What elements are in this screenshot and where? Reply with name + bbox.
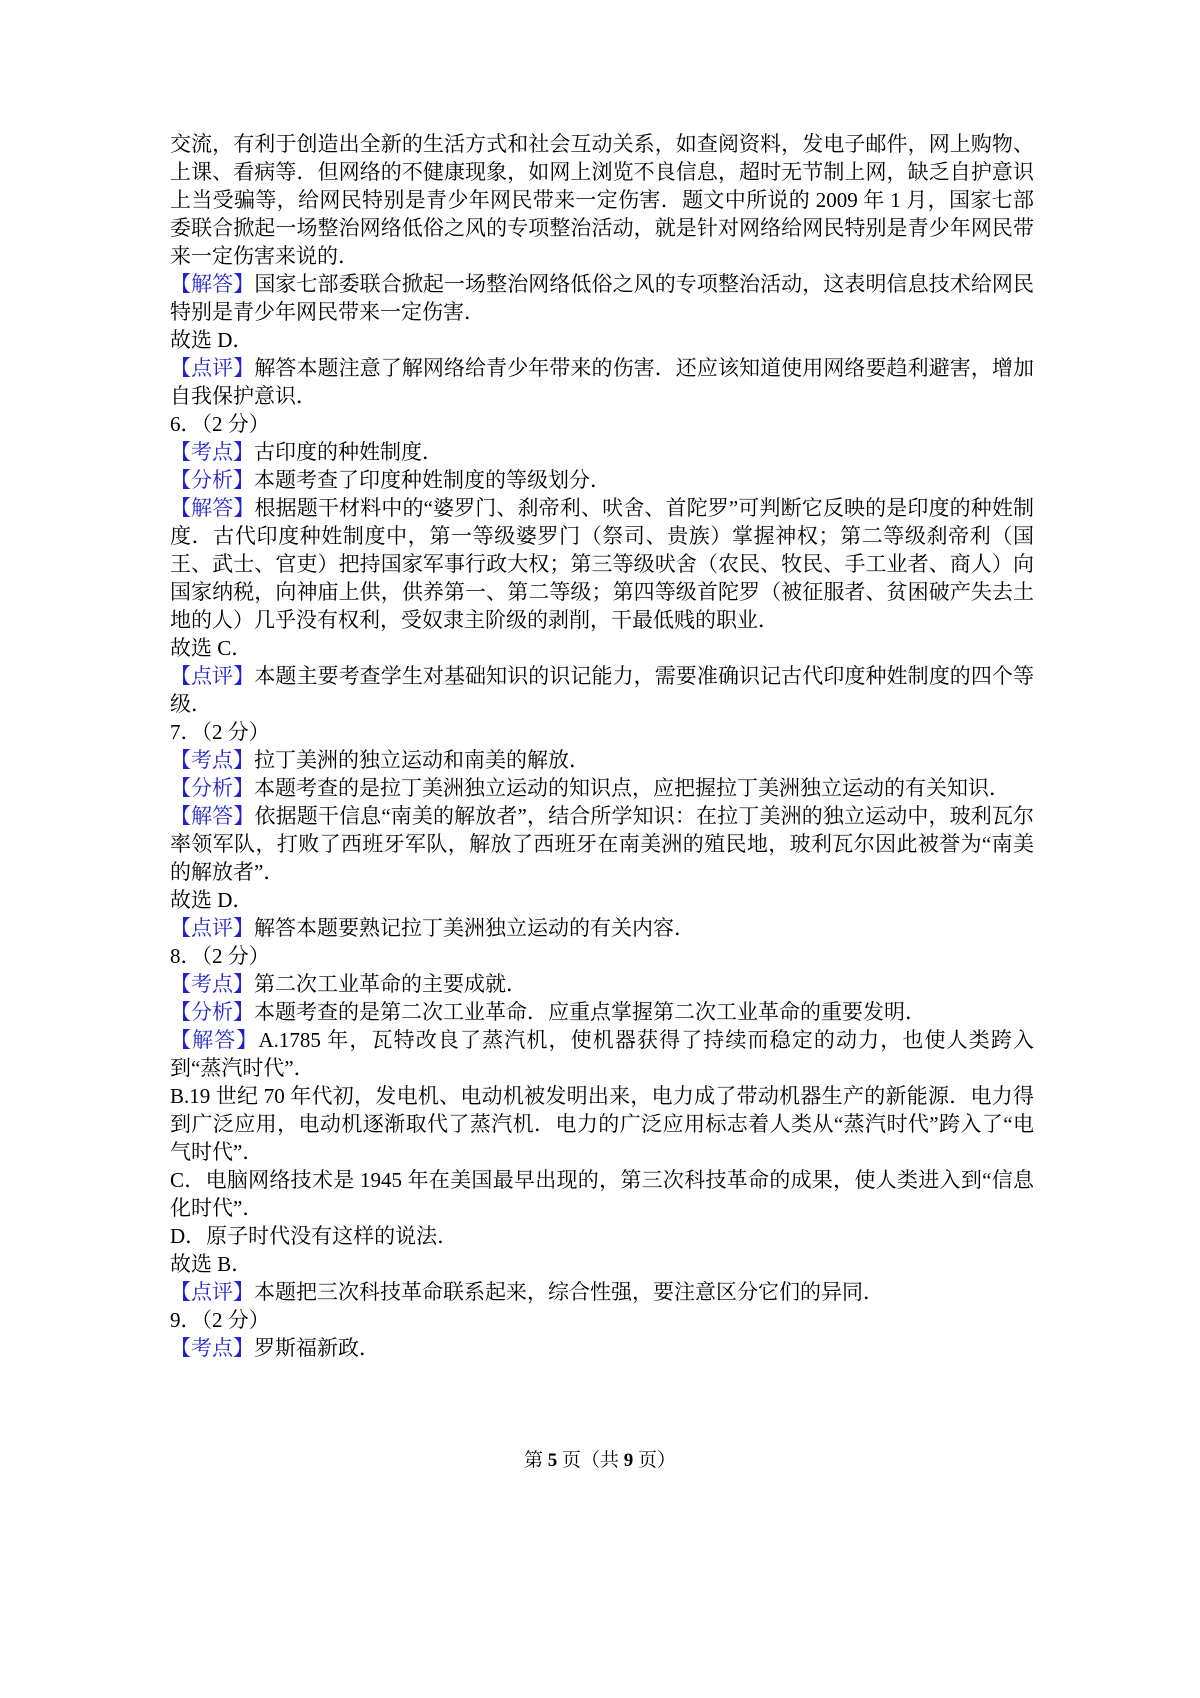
document-body <box>170 130 1034 1362</box>
section-label: 【考点】 <box>170 1336 254 1360</box>
paragraph <box>170 326 1034 354</box>
footer-middle: 页（共 <box>557 1450 624 1471</box>
footer-suffix: 页） <box>633 1450 677 1471</box>
paragraph-text: B.19 世纪 70 年代初，发电机、电动机被发明出来，电力成了带动机器生产的新能源．电力得到广泛应用，电动机逐渐取代了蒸汽机．电力的广泛应用标志着人类从“蒸汽时代”跨入了“电气时代”． <box>170 1084 1034 1164</box>
section-label: 【解答】 <box>170 804 255 828</box>
paragraph-text: 本题考查了印度种姓制度的等级划分． <box>254 468 611 492</box>
paragraph <box>170 1082 1034 1166</box>
paragraph <box>170 438 1034 466</box>
paragraph-text: 国家七部委联合掀起一场整治网络低俗之风的专项整治活动，这表明信息技术给网民特别是青少年网民带来一定伤害． <box>170 272 1035 324</box>
paragraph <box>170 970 1034 998</box>
paragraph-text: D．原子时代没有这样的说法． <box>170 1224 459 1248</box>
paragraph-text: 本题考查的是第二次工业革命．应重点掌握第二次工业革命的重要发明． <box>254 1000 926 1024</box>
paragraph-text: 解答本题要熟记拉丁美洲独立运动的有关内容． <box>254 916 695 940</box>
paragraph-text: 7．（2 分） <box>170 720 270 744</box>
paragraph-text: 拉丁美洲的独立运动和南美的解放． <box>254 748 590 772</box>
section-label: 【分析】 <box>170 468 254 492</box>
paragraph-text: 依据题干信息“南美的解放者”，结合所学知识：在拉丁美洲的独立运动中，玻利瓦尔率领军队，打败了西班牙军队，解放了西班牙在南美洲的殖民地，玻利瓦尔因此被誉为“南美的解放者”． <box>170 804 1035 884</box>
paragraph <box>170 1250 1034 1278</box>
section-label: 【点评】 <box>170 356 255 380</box>
paragraph <box>170 998 1034 1026</box>
paragraph-text: 本题主要考查学生对基础知识的识记能力，需要准确识记古代印度种姓制度的四个等级． <box>170 664 1035 716</box>
paragraph-text: 本题把三次科技革命联系起来，综合性强，要注意区分它们的异同． <box>254 1280 884 1304</box>
paragraph-text: 故选 D． <box>170 888 254 912</box>
page-footer <box>0 1448 1200 1474</box>
paragraph-text: 古印度的种姓制度． <box>254 440 443 464</box>
paragraph-text: 9．（2 分） <box>170 1308 270 1332</box>
paragraph <box>170 410 1034 438</box>
paragraph-text: 本题考查的是拉丁美洲独立运动的知识点，应把握拉丁美洲独立运动的有关知识． <box>254 776 1010 800</box>
paragraph <box>170 942 1034 970</box>
paragraph-text: 故选 D． <box>170 328 254 352</box>
paragraph-text: C．电脑网络技术是 1945 年在美国最早出现的，第三次科技革命的成果，使人类进入到“信息化时代”． <box>170 1168 1034 1220</box>
paragraph <box>170 466 1034 494</box>
section-label: 【点评】 <box>170 916 254 940</box>
paragraph <box>170 774 1034 802</box>
section-label: 【点评】 <box>170 664 255 688</box>
paragraph-text: 故选 C． <box>170 636 253 660</box>
paragraph <box>170 1026 1034 1082</box>
footer-prefix: 第 <box>523 1450 548 1471</box>
paragraph-text: 6．（2 分） <box>170 412 270 436</box>
paragraph <box>170 270 1034 326</box>
paragraph-text: 第二次工业革命的主要成就． <box>254 972 527 996</box>
paragraph-text: 交流，有利于创造出全新的生活方式和社会互动关系，如查阅资料，发电子邮件，网上购物、上课、看病等．但网络的不健康现象，如网上浏览不良信息，超时无节制上网，缺乏自护意识上当受骗等，给网民特别是青少年网民带来一定伤害．题文中所说的 2009 年 1 月，国家七部委联合掀起一场整治网络低俗之风的专项整治活动，就是针对网络给网民特别是青少年网民带来一定伤害来说的． <box>170 132 1034 268</box>
paragraph-text: 故选 B． <box>170 1252 253 1276</box>
paragraph-text: 根据题干材料中的“婆罗门、刹帝利、吠舍、首陀罗”可判断它反映的是印度的种姓制度．古代印度种姓制度中，第一等级婆罗门（祭司、贵族）掌握神权；第二等级刹帝利（国王、武士、官吏）把持国家军事行政大权；第三等级吠舍（农民、牧民、手工业者、商人）向国家纳税，向神庙上供，供养第一、第二等级；第四等级首陀罗（被征服者、贫困破产失去土地的人）几乎没有权利，受奴隶主阶级的剥削，干最低贱的职业． <box>170 496 1035 632</box>
paragraph <box>170 634 1034 662</box>
paragraph <box>170 130 1034 270</box>
paragraph <box>170 662 1034 718</box>
section-label: 【分析】 <box>170 776 254 800</box>
section-label: 【分析】 <box>170 1000 254 1024</box>
paragraph <box>170 1222 1034 1250</box>
section-label: 【解答】 <box>170 1028 259 1052</box>
paragraph <box>170 886 1034 914</box>
footer-page-number: 5 <box>547 1450 558 1471</box>
paragraph <box>170 1166 1034 1222</box>
paragraph-text: 解答本题注意了解网络给青少年带来的伤害．还应该知道使用网络要趋利避害，增加自我保护意识． <box>170 356 1035 408</box>
paragraph <box>170 1306 1034 1334</box>
paragraph <box>170 914 1034 942</box>
section-label: 【考点】 <box>170 972 254 996</box>
paragraph <box>170 802 1034 886</box>
paragraph-text: 8．（2 分） <box>170 944 270 968</box>
section-label: 【点评】 <box>170 1280 254 1304</box>
paragraph <box>170 494 1034 634</box>
paragraph <box>170 718 1034 746</box>
section-label: 【考点】 <box>170 440 254 464</box>
section-label: 【解答】 <box>170 496 255 520</box>
paragraph <box>170 1334 1034 1362</box>
paragraph <box>170 354 1034 410</box>
paragraph-text: A.1785 年，瓦特改良了蒸汽机，使机器获得了持续而稳定的动力，也使人类跨入到“蒸汽时代”． <box>170 1028 1034 1080</box>
footer-total-pages: 9 <box>623 1450 634 1471</box>
paragraph <box>170 1278 1034 1306</box>
paragraph <box>170 746 1034 774</box>
section-label: 【解答】 <box>170 272 255 296</box>
paragraph-text: 罗斯福新政． <box>254 1336 380 1360</box>
section-label: 【考点】 <box>170 748 254 772</box>
